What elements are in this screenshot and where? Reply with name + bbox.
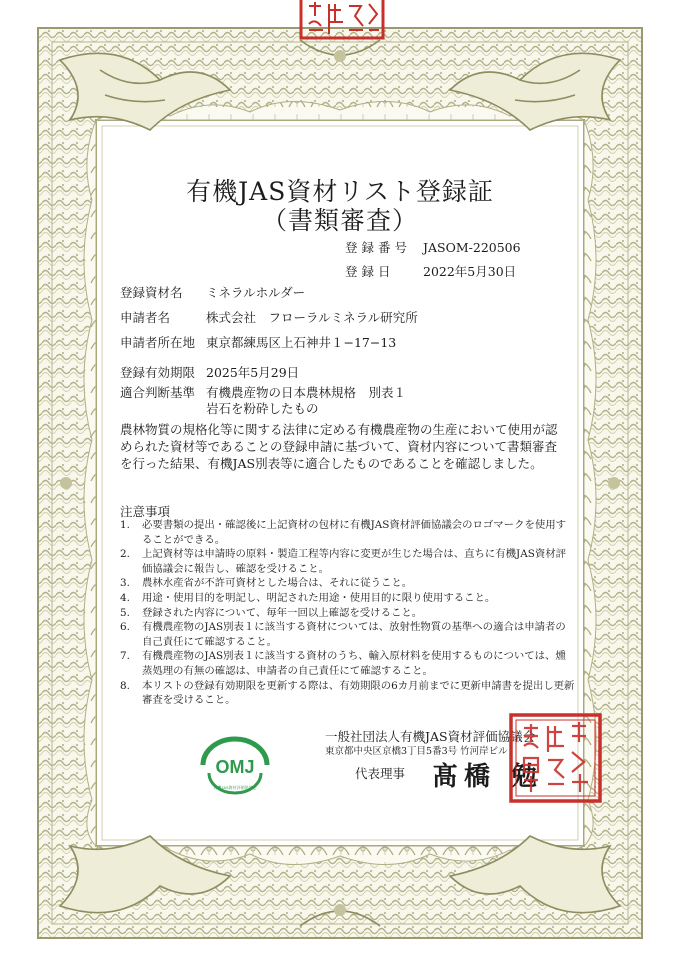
field-value: 2025年5月29日 (206, 365, 300, 380)
field-label: 登録資材名 (120, 285, 183, 300)
registration-number-row (345, 238, 521, 256)
top-seal-stamp (297, 0, 387, 40)
registration-number: JASOM-220506 (423, 240, 521, 255)
note-item (120, 576, 575, 591)
note-text: 上記資材等は申請時の原料・製造工程等内容に変更が生じた場合は、直ちに有機JAS資材評価協議会に報告し、確認を受けること。 (142, 548, 567, 575)
omj-logo-icon (195, 735, 275, 797)
note-item (120, 547, 575, 576)
field-label: 申請者所在地 (120, 335, 196, 350)
logo-subtext: 有機JAS資材評価協議会 (213, 785, 257, 790)
note-text: 必要書類の提出・確認後に上記資材の包材に有機JAS資材評価協議会のロゴマークを使用することができる。 (142, 519, 567, 546)
notes-heading: 注意事項 (120, 504, 171, 519)
field-value: 有機農産物の日本農林規格 別表１ (206, 385, 407, 400)
field-value: ミネラルホルダー (206, 285, 306, 300)
logo-text: OMJ (215, 757, 255, 777)
field-label: 適合判断基準 (120, 385, 196, 400)
field-registered-material (120, 283, 305, 301)
note-number: 8. (120, 679, 130, 692)
field-applicant-name (120, 308, 418, 326)
field-label: 申請者名 (120, 310, 171, 325)
field-expiry (120, 363, 299, 381)
note-item (120, 649, 575, 678)
note-number: 3. (120, 577, 130, 590)
registration-date-row (345, 262, 516, 280)
note-text: 本リストの登録有効期限を更新する際は、有効期限の6カ月前までに更新申請書を提出し更新審査を受けること。 (142, 679, 575, 707)
note-item (120, 679, 575, 708)
field-standard-detail: 岩石を粉砕したもの (206, 401, 319, 416)
note-item (120, 620, 575, 649)
field-label: 登録有効期限 (120, 365, 196, 380)
field-value: 東京都練馬区上石神井１−17−13 (206, 335, 397, 350)
certificate-subtitle: （書類審査） (261, 206, 418, 235)
registration-date-label: 登録日 (345, 264, 395, 279)
field-value: 株式会社 フローラルミネラル研究所 (206, 310, 418, 325)
note-number: 7. (120, 650, 130, 663)
field-applicant-address (120, 333, 396, 351)
issuer-address: 東京都中央区京橋3丁目5番3号 竹河岸ビル (325, 746, 508, 757)
certificate-title: 有機JAS資材リスト登録証 (186, 177, 494, 206)
certificate-statement: 農林物質の規格化等に関する法律に定める有機農産物の生産において使用が認められた資材等であることの登録申請に基づいて、資材内容について書類審査を行った結果、有機JAS別表等に適合したものであることを確認しました。 (120, 422, 558, 471)
representative-title: 代表理事 (355, 766, 406, 781)
official-seal-stamp (508, 712, 603, 804)
representative-signature: 髙橋 勉 (432, 762, 544, 792)
note-number: 1. (120, 519, 130, 531)
note-number: 6. (120, 621, 130, 634)
issuer-organization: 一般社団法人有機JAS資材評価協議会 (325, 729, 536, 744)
note-text: 登録された内容について、毎年一回以上確認を受けること。 (142, 606, 423, 619)
note-number: 2. (120, 548, 130, 561)
registration-number-label: 登録番号 (345, 240, 412, 255)
note-text: 農林水産省が不許可資材とした場合は、それに従うこと。 (142, 577, 413, 590)
notes-list (120, 518, 575, 708)
note-item (120, 606, 575, 621)
registration-date: 2022年5月30日 (423, 264, 517, 279)
note-number: 5. (120, 606, 130, 619)
note-text: 有機農産物のJAS別表１に該当する資材については、放射性物質の基準への適合は申請者の自己責任にて確認すること。 (142, 621, 566, 648)
note-text: 用途・使用目的を明記し、明記された用途・使用目的に限り使用すること。 (142, 591, 496, 604)
note-text: 有機農産物のJAS別表１に該当する資材のうち、輸入原材料を使用するものについては、燻蒸処理の有無の確認は、申請者の自己責任にて確認すること。 (142, 650, 566, 677)
note-item (120, 518, 575, 547)
note-number: 4. (120, 591, 130, 604)
note-item (120, 591, 575, 606)
